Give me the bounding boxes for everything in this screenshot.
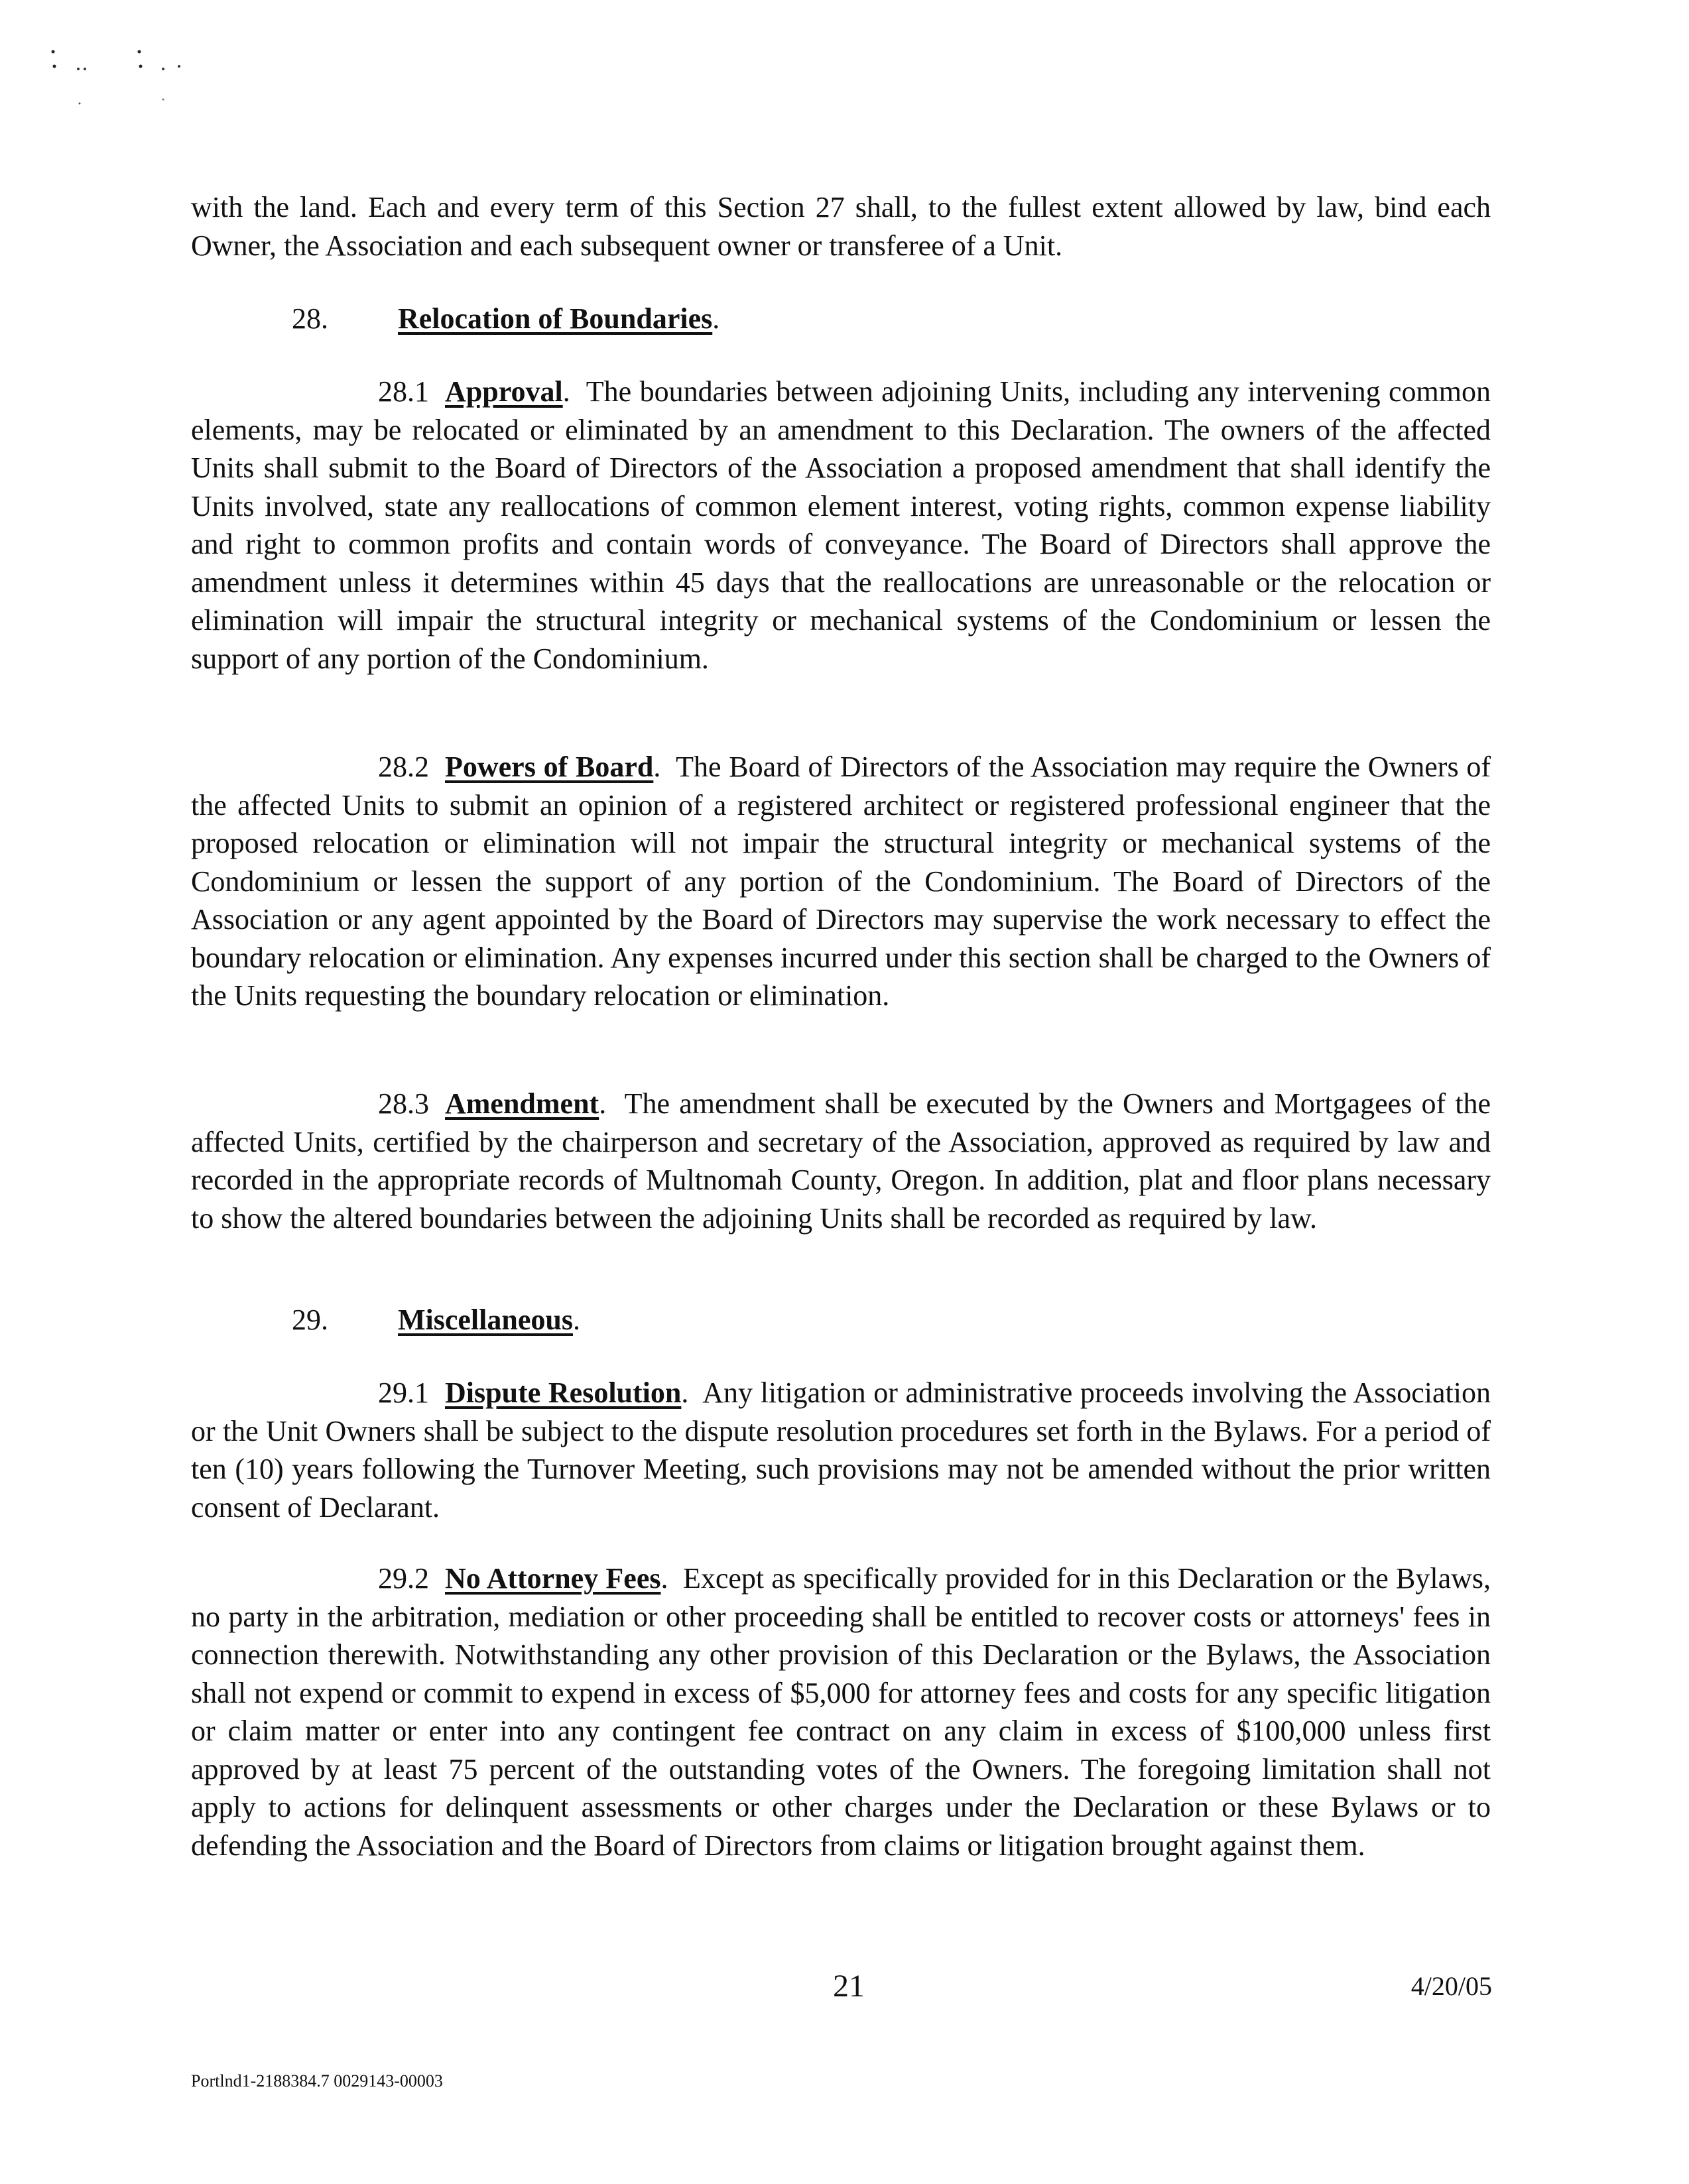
subsection-28-2: 28.2 Powers of Board. The Board of Directors of the Association may require the Owners of the affected Units to submit an opinion of a registered architect or registered professional engineer that the proposed relocation or elimination will not impair the structural integrity or mechanical systems of the Condominium or lessen the support of any portion of the Condominium. The Board of Directors of the Association or any agent appointed by the Board of Directors may supervise the work necessary to effect the boundary relocation or elimination. Any expenses incurred under this section shall be charged to the Owners of the Units requesting the boundary relocation or elimination. bbox=[191, 751, 1491, 1012]
subsection-number: 29.1 bbox=[378, 1376, 429, 1409]
subsection-title: Powers of Board bbox=[445, 751, 654, 783]
subsection-text: The Board of Directors of the Association may require the Owners of the affected Units to submit an opinion of a registered architect or registered professional engineer that the proposed relocation or elimination will not impair the structural integrity or mechanical systems of the Condominium or lessen the support of any portion of the Condominium. The Board of Directors of the Association or any agent appointed by the Board of Directors may supervise the work necessary to effect the boundary relocation or elimination. Any expenses incurred under this section shall be charged to the Owners of the Units requesting the boundary relocation or elimination. bbox=[191, 751, 1491, 1012]
subsection-text: Any litigation or administrative proceeds involving the Association or the Unit Owners shall be subject to the dispute resolution procedures set forth in the Bylaws. For a period of ten (10) years following the Turnover Meeting, such provisions may not be amended without the prior written consent of Declarant. bbox=[191, 1376, 1491, 1524]
footer-date: 4/20/05 bbox=[1410, 1971, 1492, 2001]
subsection-number: 29.2 bbox=[378, 1562, 429, 1595]
subsection-28-1: 28.1 Approval. The boundaries between adjoining Units, including any intervening common elements, may be relocated or eliminated by an amendment to this Declaration. The owners of the affected Units shall submit to the Board of Directors of the Association a proposed amendment that shall identify the Units involved, state any reallocations of common element interest, voting rights, common expense liability and right to common profits and contain words of conveyance. The Board of Directors shall approve the amendment unless it determines within 45 days that the reallocations are unreasonable or the relocation or elimination will impair the structural integrity or mechanical systems of the Condominium or lessen the support of any portion of the Condominium. bbox=[191, 375, 1491, 675]
subsection-number: 28.3 bbox=[378, 1087, 429, 1120]
section-number: 28. bbox=[292, 302, 328, 335]
subsection-number: 28.1 bbox=[378, 375, 429, 408]
subsection-text: Except as specifically provided for in this Declaration or the Bylaws, no party in the arbitration, mediation or other proceeding shall be entitled to recover costs or attorneys' fees in connection therewith. Notwithstanding any other provision of this Declaration or the Bylaws, the Association shall not expend or commit to expend in excess of $5,000 for attorney fees and costs for any specific litigation or claim matter or enter into any contingent fee contract on any claim in excess of $100,000 unless first approved by at least 75 percent of the outstanding votes of the Owners. The foregoing limitation shall not apply to actions for delinquent assessments or other charges under the Declaration or these Bylaws or to defending the Association and the Board of Directors from claims or litigation brought against them. bbox=[191, 1562, 1491, 1862]
scan-specks bbox=[40, 40, 199, 119]
subsection-text: The boundaries between adjoining Units, including any intervening common elements, may be relocated or eliminated by an amendment to this Declaration. The owners of the affected Units shall submit to the Board of Directors of the Association a proposed amendment that shall identify the Units involved, state any reallocations of common element interest, voting rights, common expense liability and right to common profits and contain words of conveyance. The Board of Directors shall approve the amendment unless it determines within 45 days that the reallocations are unreasonable or the relocation or elimination will impair the structural integrity or mechanical systems of the Condominium or lessen the support of any portion of the Condominium. bbox=[191, 375, 1491, 675]
subsection-title: Dispute Resolution bbox=[445, 1376, 682, 1409]
section-title: Relocation of Boundaries. bbox=[398, 302, 720, 335]
subsection-28-3: 28.3 Amendment. The amendment shall be executed by the Owners and Mortgagees of the affected Units, certified by the chairperson and secretary of the Association, approved as required by law and recorded in the appropriate records of Multnomah County, Oregon. In addition, plat and floor plans necessary to show the altered boundaries between the adjoining Units shall be recorded as required by law. bbox=[191, 1087, 1491, 1235]
subsection-title: No Attorney Fees bbox=[445, 1562, 661, 1595]
subsection-29-2: 29.2 No Attorney Fees. Except as specifically provided for in this Declaration or the Bylaws, no party in the arbitration, mediation or other proceeding shall be entitled to recover costs or attorneys' fees in connection therewith. Notwithstanding any other provision of this Declaration or the Bylaws, the Association shall not expend or commit to expend in excess of $5,000 for attorney fees and costs for any specific litigation or claim matter or enter into any contingent fee contract on any claim in excess of $100,000 unless first approved by at least 75 percent of the outstanding votes of the Owners. The foregoing limitation shall not apply to actions for delinquent assessments or other charges under the Declaration or these Bylaws or to defending the Association and the Board of Directors from claims or litigation brought against them. bbox=[191, 1562, 1491, 1862]
section-title: Miscellaneous. bbox=[398, 1304, 580, 1336]
subsection-text: The amendment shall be executed by the Owners and Mortgagees of the affected Units, certified by the chairperson and secretary of the Association, approved as required by law and recorded in the appropriate records of Multnomah County, Oregon. In addition, plat and floor plans necessary to show the altered boundaries between the adjoining Units shall be recorded as required by law. bbox=[191, 1087, 1491, 1235]
subsection-number: 28.2 bbox=[378, 751, 429, 783]
page-number: 21 bbox=[833, 1969, 865, 2004]
subsection-title: Approval bbox=[445, 375, 563, 408]
document-id: Portlnd1-2188384.7 0029143-00003 bbox=[191, 2071, 443, 2091]
subsection-title: Amendment bbox=[445, 1087, 599, 1120]
continuation-paragraph: with the land. Each and every term of this Section 27 shall, to the fullest extent allowed by law, bind each Owner, the Association and each subsequent owner or transferee of a Unit. bbox=[191, 191, 1491, 262]
subsection-29-1: 29.1 Dispute Resolution. Any litigation or administrative proceeds involving the Association or the Unit Owners shall be subject to the dispute resolution procedures set forth in the Bylaws. For a period of ten (10) years following the Turnover Meeting, such provisions may not be amended without the prior written consent of Declarant. bbox=[191, 1376, 1491, 1524]
section-number: 29. bbox=[292, 1304, 328, 1336]
